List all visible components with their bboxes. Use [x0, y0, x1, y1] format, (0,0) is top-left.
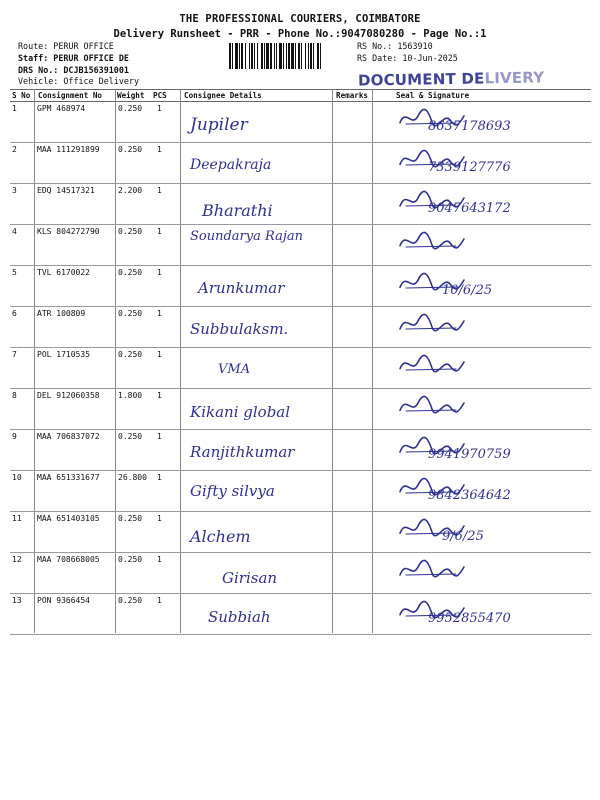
weight-value: 0.250 — [118, 350, 143, 359]
pieces-count: 1 — [157, 596, 162, 605]
signature-note-handwritten: 9/6/25 — [442, 529, 484, 544]
signature-scribble — [396, 393, 466, 421]
table-row — [10, 101, 591, 143]
table-row — [10, 347, 591, 389]
table-row — [10, 142, 591, 184]
consignment-number: MAA 651403105 — [37, 514, 100, 523]
consignment-number: ATR 100809 — [37, 309, 86, 318]
serial-number: 2 — [12, 145, 17, 154]
consignee-name-handwritten: Ranjithkumar — [190, 443, 295, 461]
signature-note-handwritten: 10/6/25 — [442, 283, 493, 298]
consignment-number: MAA 651331677 — [37, 473, 100, 482]
signature-note-handwritten: 9047643172 — [428, 201, 511, 216]
route-info: Route: PERUR OFFICE — [18, 41, 114, 51]
serial-number: 13 — [12, 596, 22, 605]
runsheet-table — [10, 89, 591, 633]
signature-scribble — [396, 311, 466, 339]
serial-number: 11 — [12, 514, 22, 523]
weight-value: 26.800 — [118, 473, 147, 482]
consignee-name-handwritten: Kikani global — [190, 403, 291, 421]
consignment-number: TVL 6170022 — [37, 268, 90, 277]
serial-number: 9 — [12, 432, 17, 441]
drs-number: DRS No.: DCJB156391001 — [18, 65, 129, 75]
signature-note-handwritten: 9941970759 — [428, 447, 511, 462]
weight-value: 0.250 — [118, 309, 143, 318]
table-row — [10, 552, 591, 594]
consignee-name-handwritten: Bharathi — [202, 201, 273, 220]
table-row — [10, 429, 591, 471]
pieces-count: 1 — [157, 268, 162, 277]
signature-scribble — [396, 229, 466, 257]
col-remarks: Remarks — [336, 91, 369, 100]
consignee-name-handwritten: Subbulaksm. — [190, 320, 289, 338]
serial-number: 4 — [12, 227, 17, 236]
serial-number: 8 — [12, 391, 17, 400]
barcode-image — [229, 43, 353, 69]
serial-number: 10 — [12, 473, 22, 482]
pieces-count: 1 — [157, 350, 162, 359]
consignee-name-handwritten: Deepakraja — [190, 157, 272, 173]
serial-number: 7 — [12, 350, 17, 359]
signature-scribble — [396, 557, 466, 585]
serial-number: 1 — [12, 104, 17, 113]
signature-note-handwritten: 8637178693 — [428, 119, 511, 134]
stamp-text-faded: LIVERY — [484, 68, 545, 88]
weight-value: 0.250 — [118, 596, 143, 605]
pieces-count: 1 — [157, 309, 162, 318]
staff-info: Staff: PERUR OFFICE DE — [18, 53, 129, 63]
weight-value: 0.250 — [118, 268, 143, 277]
serial-number: 3 — [12, 186, 17, 195]
signature-note-handwritten: 9952855470 — [428, 611, 511, 626]
runsheet-subtitle: Delivery Runsheet - PRR - Phone No.:9047080280 - Page No.:1 — [113, 28, 487, 40]
weight-value: 0.250 — [118, 432, 143, 441]
pieces-count: 1 — [157, 514, 162, 523]
pieces-count: 1 — [157, 432, 162, 441]
signature-note-handwritten: 9842364642 — [428, 488, 511, 503]
rs-number: RS No.: 1563910 — [357, 41, 433, 51]
company-title: THE PROFESSIONAL COURIERS, COIMBATORE — [179, 13, 421, 25]
consignment-number: EDQ 14517321 — [37, 186, 95, 195]
consignee-name-handwritten: Soundarya Rajan — [190, 229, 303, 244]
stamp-text: DOCUMENT DE — [357, 69, 485, 90]
weight-value: 2.200 — [118, 186, 143, 195]
consignee-name-handwritten: Gifty silvya — [190, 482, 275, 500]
col-consignment: Consignment No — [38, 91, 103, 100]
table-row — [10, 470, 591, 512]
pieces-count: 1 — [157, 145, 162, 154]
consignment-number: KLS 804272790 — [37, 227, 100, 236]
consignee-name-handwritten: Jupiler — [190, 115, 248, 135]
signature-note-handwritten: 7339127776 — [428, 160, 511, 175]
consignment-number: MAA 706837072 — [37, 432, 100, 441]
consignment-number: MAA 708668005 — [37, 555, 100, 564]
consignee-name-handwritten: VMA — [218, 362, 251, 377]
consignee-name-handwritten: Arunkumar — [198, 279, 285, 297]
weight-value: 0.250 — [118, 514, 143, 523]
pieces-count: 1 — [157, 104, 162, 113]
table-row — [10, 593, 591, 635]
weight-value: 0.250 — [118, 145, 143, 154]
vehicle-info: Vehicle: Office Delivery — [18, 76, 140, 86]
pieces-count: 1 — [157, 227, 162, 236]
consignment-number: PON 9366454 — [37, 596, 90, 605]
document-delivery-stamp — [358, 68, 545, 89]
consignment-number: DEL 912060358 — [37, 391, 100, 400]
weight-value: 0.250 — [118, 104, 143, 113]
col-consignee: Consignee Details — [184, 91, 262, 100]
consignee-name-handwritten: Alchem — [190, 527, 251, 546]
pieces-count: 1 — [157, 555, 162, 564]
col-sno: S No — [12, 91, 31, 100]
weight-value: 0.250 — [118, 555, 143, 564]
col-weight: Weight — [117, 91, 145, 100]
rs-date: RS Date: 10-Jun-2025 — [357, 53, 458, 63]
weight-value: 1.800 — [118, 391, 143, 400]
table-row — [10, 183, 591, 225]
pieces-count: 1 — [157, 391, 162, 400]
consignment-number: POL 1710535 — [37, 350, 90, 359]
table-row — [10, 388, 591, 430]
table-row — [10, 265, 591, 307]
consignment-number: GPM 468974 — [37, 104, 86, 113]
weight-value: 0.250 — [118, 227, 143, 236]
consignee-name-handwritten: Subbiah — [208, 608, 271, 626]
serial-number: 5 — [12, 268, 17, 277]
signature-scribble — [396, 352, 466, 380]
pieces-count: 1 — [157, 473, 162, 482]
table-row — [10, 511, 591, 553]
consignee-name-handwritten: Girisan — [222, 569, 278, 587]
serial-number: 6 — [12, 309, 17, 318]
serial-number: 12 — [12, 555, 22, 564]
consignment-number: MAA 111291899 — [37, 145, 100, 154]
pieces-count: 1 — [157, 186, 162, 195]
table-row — [10, 306, 591, 348]
table-row — [10, 224, 591, 266]
col-pcs: PCS — [153, 91, 167, 100]
col-signature: Seal & Signature — [396, 91, 470, 100]
